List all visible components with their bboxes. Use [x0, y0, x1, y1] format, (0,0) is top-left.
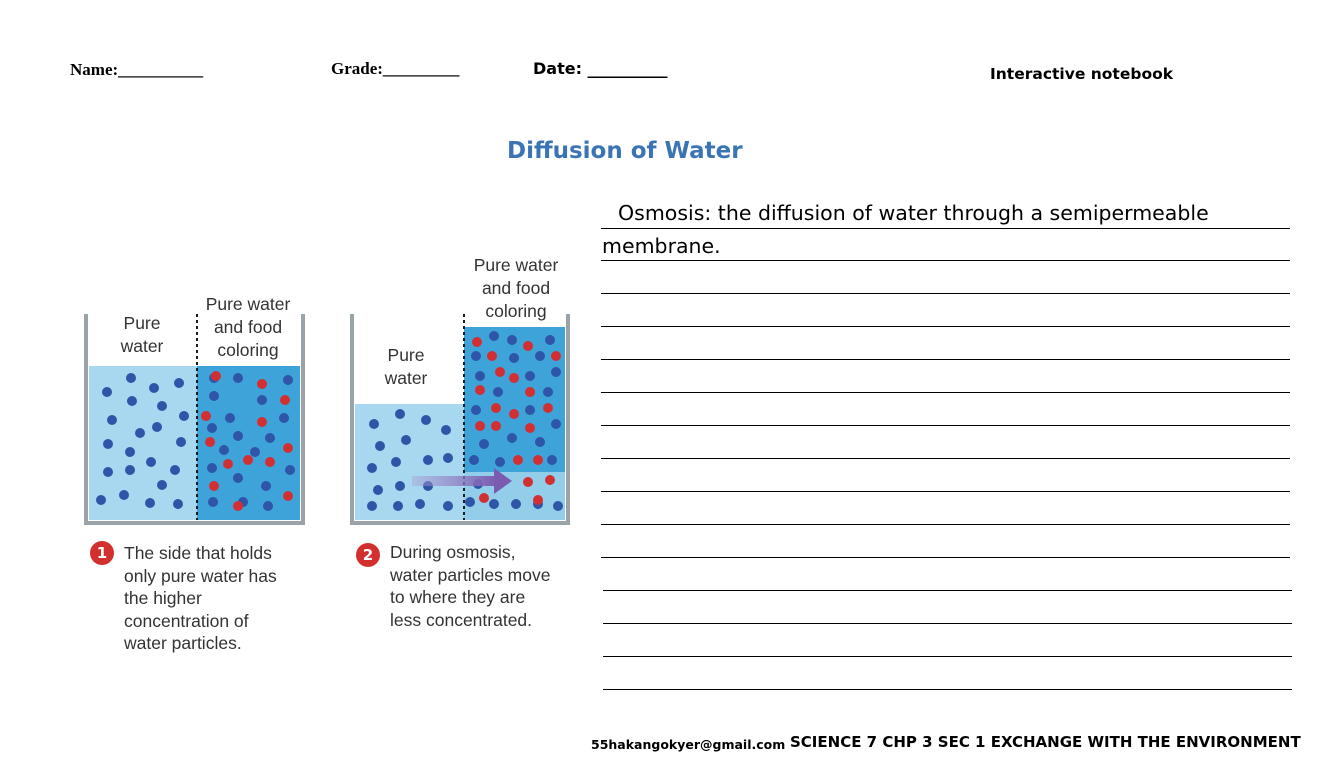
panel2-right-label: Pure water and food coloring — [473, 255, 559, 321]
writing-line — [601, 293, 1290, 294]
panel2-caption: During osmosis, water particles move to where they are less concentrated. — [390, 542, 551, 630]
writing-line — [601, 524, 1290, 525]
panel2-left-label: Pure water — [384, 345, 428, 388]
date-field-label: Date: __________ — [533, 59, 668, 78]
writing-line — [601, 491, 1290, 492]
osmosis-definition-line1: Osmosis: the diffusion of water through a semipermeable — [618, 201, 1209, 225]
writing-line — [601, 228, 1290, 229]
panel1-right-label: Pure water and food coloring — [205, 294, 291, 360]
writing-line — [601, 557, 1290, 558]
writing-line — [601, 458, 1290, 459]
osmosis-definition-line2: membrane. — [602, 234, 721, 258]
writing-line — [601, 359, 1290, 360]
course-section-label: SCIENCE 7 CHP 3 SEC 1 EXCHANGE WITH THE ENVIRONMENT — [790, 733, 1301, 751]
author-email: 55hakangokyer@gmail.com — [591, 737, 786, 752]
beaker-2 — [352, 314, 568, 523]
writing-line — [601, 260, 1290, 261]
writing-line — [601, 392, 1290, 393]
panel1-left-label: Pure water — [120, 313, 164, 356]
writing-line — [601, 425, 1290, 426]
writing-line — [603, 689, 1292, 690]
writing-line — [603, 656, 1292, 657]
osmosis-diagram — [0, 0, 600, 540]
writing-line — [603, 623, 1292, 624]
step-2-badge: 2 — [356, 543, 380, 567]
figure-title: Diffusion of Water — [507, 138, 743, 164]
grade-field-label: Grade:_________ — [331, 59, 460, 78]
panel1-caption: The side that holds only pure water has the higher concentration of water particles. — [124, 543, 277, 653]
writing-line — [601, 326, 1290, 327]
beaker-1 — [86, 314, 303, 523]
writing-line — [603, 590, 1292, 591]
notebook-label: Interactive notebook — [990, 65, 1174, 83]
step-1-badge: 1 — [90, 541, 114, 565]
name-field-label: Name:__________ — [70, 60, 204, 79]
